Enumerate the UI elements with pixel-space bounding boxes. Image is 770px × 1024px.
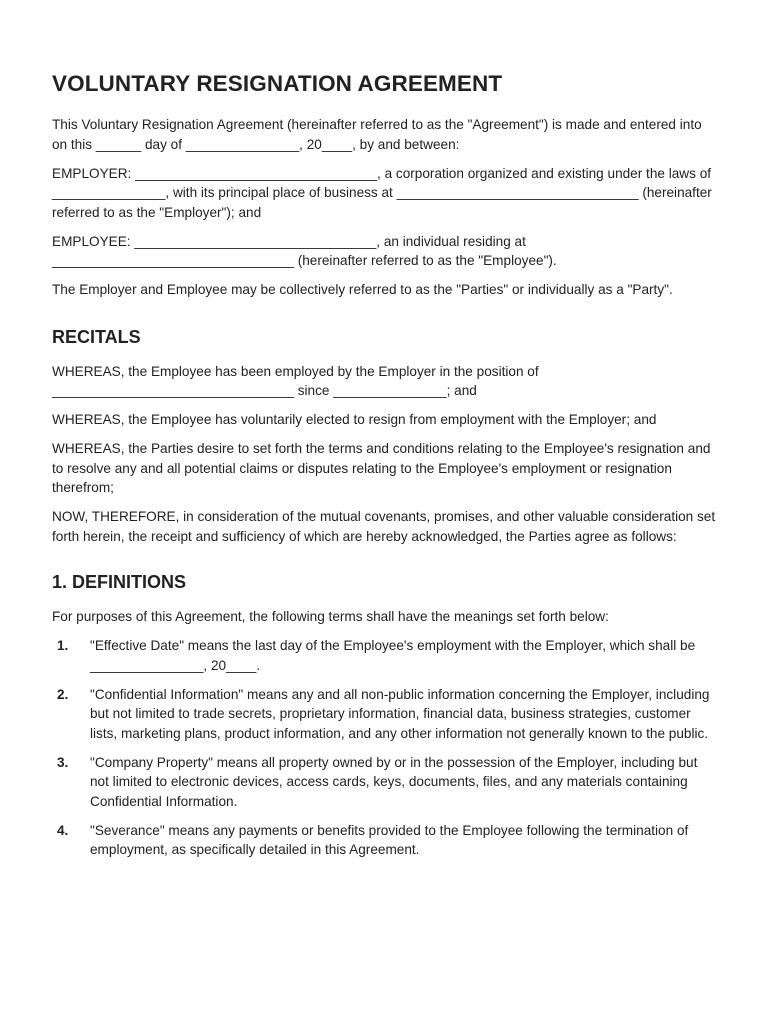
definition-text: "Severance" means any payments or benefits provided to the Employee following the termination of employment, as specifically detailed in this Agreement. [90,822,693,857]
definition-item [52,821,720,860]
definition-item [52,636,720,675]
employee-clause: EMPLOYEE: ________________________________, an individual residing at ________________________________ (hereinafter referred to as the "Employee"). [52,233,557,268]
definition-text: "Effective Date" means the last day of the Employee's employment with the Employer, which shall be _______________, 20____. [90,638,699,673]
definitions-list [52,636,720,860]
recitals-section [52,325,720,547]
recitals-heading: RECITALS [52,326,141,347]
recital-paragraph: WHEREAS, the Parties desire to set forth the terms and conditions relating to the Employee's resignation and to resolve any and all potential claims or disputes relating to the Employee's employment or resignation therefrom; [52,441,715,495]
recital-paragraph: WHEREAS, the Employee has voluntarily elected to resign from employment with the Employer; and [52,412,657,427]
definition-item [52,685,720,744]
employer-clause: EMPLOYER: ________________________________, a corporation organized and existing under the laws of _______________, with its principal place of business at ________________________________ (hereinafter referred to as the "Employer"); and [52,165,716,220]
definition-item [52,753,720,812]
definitions-intro: For purposes of this Agreement, the following terms shall have the meanings set forth below: [52,609,609,624]
definition-text: "Company Property" means all property owned by or in the possession of the Employer, including but not limited to electronic devices, access cards, keys, documents, files, and any materials containing Confidential Information. [90,754,702,809]
intro-paragraph: This Voluntary Resignation Agreement (hereinafter referred to as the "Agreement") is made and entered into on this ______ day of _______________, 20____, by and between: [52,117,706,152]
definition-number: 1. [57,638,69,653]
definition-number: 4. [57,822,69,838]
definition-number: 2. [57,686,69,702]
document-title: VOLUNTARY RESIGNATION AGREEMENT [52,71,503,96]
recital-paragraph: NOW, THEREFORE, in consideration of the mutual covenants, promises, and other valuable consideration set forth herein, the receipt and sufficiency of which are hereby acknowledged, the Parties agree as follows: [52,509,719,544]
document-page [52,70,720,869]
definition-number: 3. [57,754,69,770]
parties-clause: The Employer and Employee may be collectively referred to as the "Parties" or individually as a "Party". [52,282,673,297]
definition-text: "Confidential Information" means any and all non-public information concerning the Employer, including but not limited to trade secrets, proprietary information, financial data, business strategies, customer lists, marketing plans, product information, and any other information not generally known to the public. [90,686,714,741]
definitions-section [52,570,720,860]
recital-paragraph: WHEREAS, the Employee has been employed by the Employer in the position of ________________________________ since _______________; and [52,363,543,398]
definitions-heading: 1. DEFINITIONS [52,572,187,592]
